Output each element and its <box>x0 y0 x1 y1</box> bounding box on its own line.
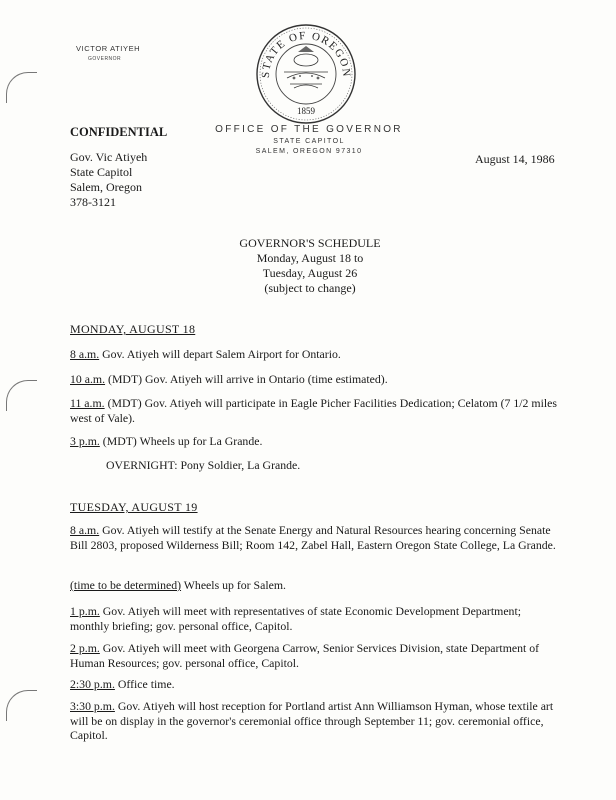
governor-name: VICTOR ATIYEH <box>76 44 141 53</box>
office-block <box>204 124 414 155</box>
entry-time: 3:30 p.m. <box>70 699 115 713</box>
day-heading-monday: MONDAY, AUGUST 18 <box>70 322 196 336</box>
schedule-note: (subject to change) <box>264 281 356 295</box>
schedule-heading <box>190 236 430 296</box>
entry-time: 2 p.m. <box>70 641 100 655</box>
entry-text: Gov. Atiyeh will meet with Georgena Carrow, Senior Services Division, state Department of Human Resources; gov. personal office, Capitol. <box>70 641 540 670</box>
entry-text: Office time. <box>114 677 175 691</box>
state-seal-icon <box>254 22 358 126</box>
schedule-range-start: Monday, August 18 to <box>256 251 364 265</box>
schedule-entry <box>70 604 562 633</box>
entry-text: Gov. Atiyeh will host reception for Portland artist Ann Williamson Hyman, whose textile art will be on display in the governor's ceremonial office through September 11; gov. ceremonial office, Capitol. <box>70 699 554 742</box>
sender-name: Gov. Vic Atiyeh <box>70 150 148 164</box>
day-heading-tuesday: TUESDAY, AUGUST 19 <box>70 500 198 514</box>
office-address: SALEM, OREGON 97310 <box>255 148 363 155</box>
seal-year: 1859 <box>297 106 315 116</box>
office-name: OFFICE OF THE GOVERNOR <box>215 124 403 135</box>
entry-time: 2:30 p.m. <box>70 677 115 691</box>
schedule-entry <box>70 699 562 743</box>
office-building: STATE CAPITOL <box>273 138 345 145</box>
schedule-entry <box>70 434 562 449</box>
sender-phone: 378-3121 <box>70 195 116 209</box>
entry-text: Wheels up for Salem. <box>181 578 286 592</box>
schedule-entry <box>70 347 562 362</box>
seal-ring-text: STATE OF OREGON <box>259 29 353 79</box>
entry-text: Gov. Atiyeh will meet with representatives of state Economic Development Department; monthly briefing; gov. personal office, Capitol. <box>70 604 522 633</box>
schedule-entry <box>70 578 562 593</box>
schedule-entry <box>70 677 562 692</box>
confidential-label: CONFIDENTIAL <box>70 125 168 139</box>
sender-building: State Capitol <box>70 165 133 179</box>
entry-time: 10 a.m. <box>70 372 106 386</box>
entry-text: Gov. Atiyeh will testify at the Senate Energy and Natural Resources hearing concerning Senate Bill 2803, proposed Wilderness Bill; Room 142, Zabel Hall, Eastern Oregon State College, La Grande. <box>70 523 556 552</box>
entry-time: 3 p.m. <box>70 434 100 448</box>
schedule-entry <box>70 372 562 387</box>
schedule-entry <box>70 641 562 670</box>
entry-text: (MDT) Gov. Atiyeh will arrive in Ontario (time estimated). <box>105 372 388 386</box>
entry-time: 8 a.m. <box>70 523 100 537</box>
binder-hole-middle <box>6 380 37 411</box>
schedule-entry <box>70 396 562 425</box>
sender-city: Salem, Oregon <box>70 180 142 194</box>
entry-time: 11 a.m. <box>70 396 105 410</box>
entry-time: 1 p.m. <box>70 604 100 618</box>
memo-date: August 14, 1986 <box>475 152 555 166</box>
binder-hole-top <box>6 72 37 103</box>
schedule-range-end: Tuesday, August 26 <box>262 266 358 280</box>
schedule-entry <box>70 523 562 552</box>
governor-title: GOVERNOR <box>88 56 122 62</box>
entry-time: (time to be determined) <box>70 578 182 592</box>
entry-time: 8 a.m. <box>70 347 100 361</box>
entry-text: (MDT) Gov. Atiyeh will participate in Eagle Picher Facilities Dedication; Celatom (7 1/2 miles west of Vale). <box>70 396 557 425</box>
binder-hole-bottom <box>6 690 37 721</box>
overnight-note: OVERNIGHT: Pony Soldier, La Grande. <box>106 458 301 472</box>
sender-block <box>70 150 147 210</box>
schedule-title: GOVERNOR'S SCHEDULE <box>239 236 381 250</box>
entry-text: (MDT) Wheels up for La Grande. <box>99 434 263 448</box>
entry-text: Gov. Atiyeh will depart Salem Airport for Ontario. <box>99 347 341 361</box>
